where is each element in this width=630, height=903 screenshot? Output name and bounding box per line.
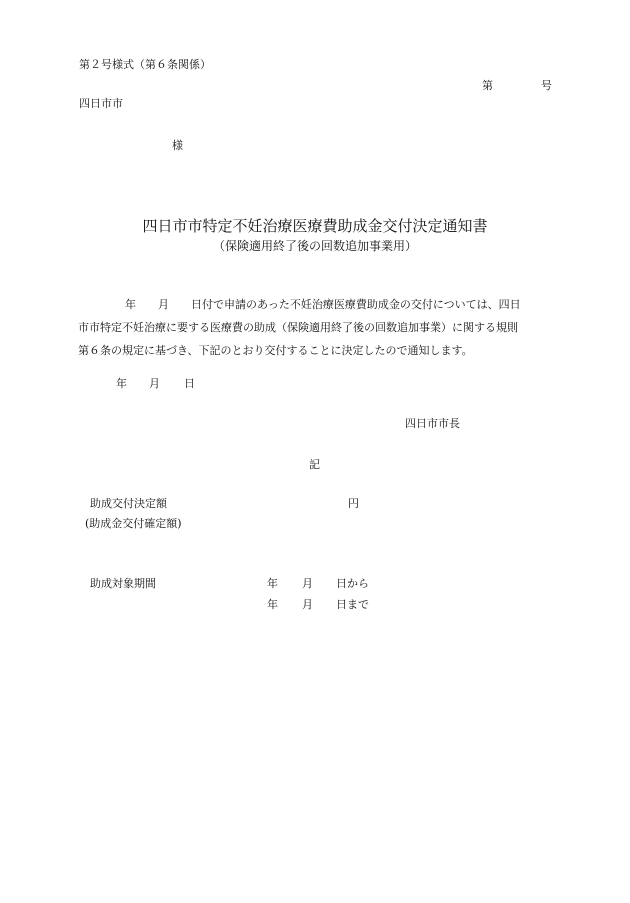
form-number: 第２号様式（第６条関係） xyxy=(79,58,211,71)
body-line-1-text: 日付で申請のあった不妊治療医療費助成金の交付については、四日 xyxy=(191,298,521,311)
body-year: 年 xyxy=(125,298,136,311)
period-to-year: 年 xyxy=(267,598,278,611)
amount-label: 助成交付決定額 xyxy=(90,497,167,510)
body-month: 月 xyxy=(158,298,169,311)
document-title: 四日市市特定不妊治療医療費助成金交付決定通知書 xyxy=(142,217,488,235)
period-to-month: 月 xyxy=(302,598,313,611)
period-from-month: 月 xyxy=(302,577,313,590)
body-line-3: 第６条の規定に基づき、下記のとおり交付することに決定したので通知します。 xyxy=(78,344,473,357)
document-subtitle: （保険適用終了後の回数追加事業用） xyxy=(212,239,417,253)
period-label: 助成対象期間 xyxy=(90,577,156,590)
ki-heading: 記 xyxy=(309,458,320,471)
issuer-title: 四日市市長 xyxy=(405,417,460,430)
body-line-2: 市市特定不妊治療に要する医療費の助成（保険適用終了後の回数追加事業）に関する規則 xyxy=(78,321,518,334)
recipient-organization: 四日市市 xyxy=(79,97,123,110)
amount-unit: 円 xyxy=(348,497,359,510)
document-number-prefix: 第 xyxy=(482,79,493,92)
date-month: 月 xyxy=(149,377,160,390)
date-year: 年 xyxy=(116,377,127,390)
period-from-year: 年 xyxy=(267,577,278,590)
recipient-honorific: 様 xyxy=(172,139,183,152)
notification-body xyxy=(78,293,560,362)
body-line-1 xyxy=(78,293,560,316)
period-to-day: 日まで xyxy=(336,598,369,611)
document-number-suffix: 号 xyxy=(541,79,552,92)
date-day: 日 xyxy=(184,377,195,390)
amount-sublabel: (助成金交付確定額) xyxy=(85,517,182,530)
period-from-day: 日から xyxy=(336,577,369,590)
